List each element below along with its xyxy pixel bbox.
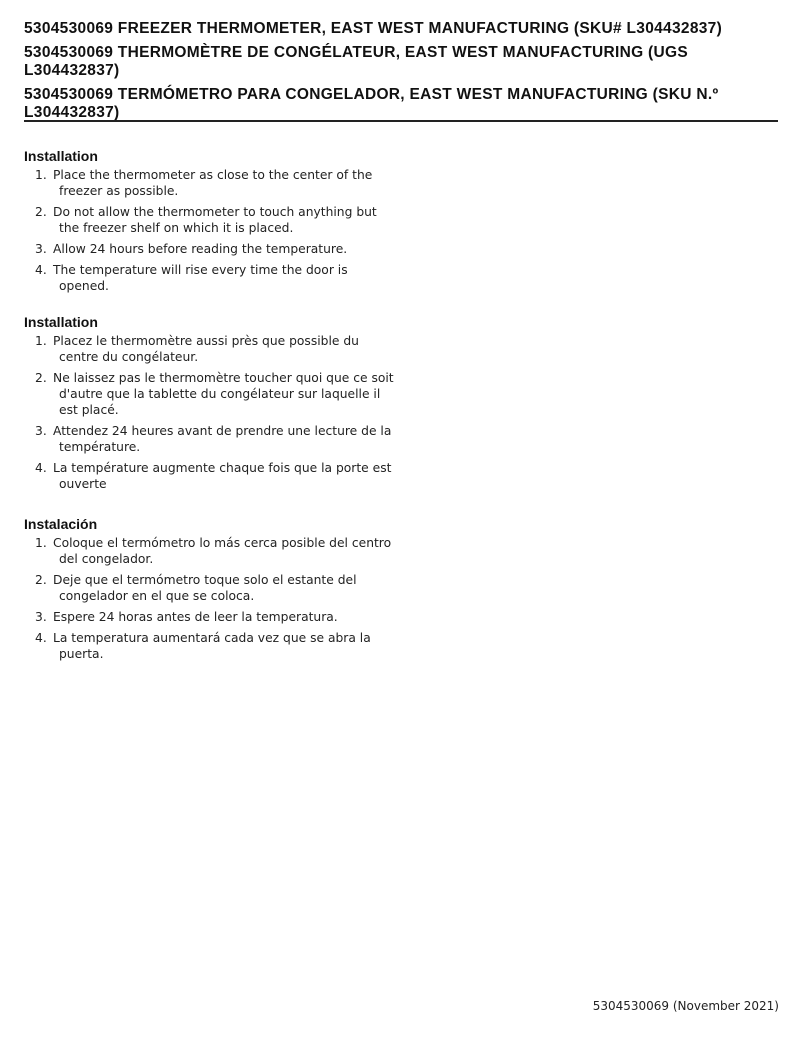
section-heading: Installation: [24, 148, 98, 164]
section-heading: Installation: [24, 314, 98, 330]
list-item-number: 4.: [35, 263, 47, 277]
title-english: 5304530069 FREEZER THERMOMETER, EAST WEST MANUFACTURING (SKU# L304432837): [24, 20, 723, 37]
list-item-text: Coloque el termómetro lo más cerca posible del centro del congelador.: [53, 536, 392, 566]
list-item-number: 3.: [35, 424, 47, 438]
list-item-number: 3.: [35, 610, 47, 624]
section-installation-spanish: [24, 516, 394, 667]
list-item-text: The temperature will rise every time the door is opened.: [53, 263, 348, 293]
list-item: [24, 241, 394, 257]
instruction-list: [24, 333, 394, 492]
list-item-number: 4.: [35, 461, 47, 475]
document-title-block: [24, 20, 780, 122]
list-item-text: Attendez 24 heures avant de prendre une lecture de la température.: [53, 424, 392, 454]
list-item-text: Place the thermometer as close to the center of the freezer as possible.: [53, 168, 373, 198]
list-item-text: Placez le thermomètre aussi près que possible du centre du congélateur.: [53, 334, 359, 364]
list-item: [24, 572, 394, 604]
list-item: [24, 370, 394, 418]
list-item: [24, 262, 394, 294]
list-item: [24, 535, 394, 567]
list-item-text: La température augmente chaque fois que la porte est ouverte: [53, 461, 392, 491]
section-heading: Instalación: [24, 516, 98, 532]
list-item-number: 1.: [35, 334, 47, 348]
list-item-number: 2.: [35, 573, 47, 587]
list-item-text: Do not allow the thermometer to touch anything but the freezer shelf on which it is placed.: [53, 205, 377, 235]
title-french: 5304530069 THERMOMÈTRE DE CONGÉLATEUR, EAST WEST MANUFACTURING (UGS L304432837): [24, 44, 689, 79]
list-item-text: Ne laissez pas le thermomètre toucher quoi que ce soit d'autre que la tablette du congélateur sur laquelle il est placé.: [53, 371, 394, 417]
title-divider: [24, 120, 778, 122]
list-item: [24, 609, 394, 625]
list-item: [24, 204, 394, 236]
list-item: [24, 333, 394, 365]
instruction-list: [24, 167, 394, 294]
list-item-text: Deje que el termómetro toque solo el estante del congelador en el que se coloca.: [53, 573, 357, 603]
list-item: [24, 423, 394, 455]
instruction-list: [24, 535, 394, 662]
section-installation-french: [24, 314, 394, 497]
list-item-text: Espere 24 horas antes de leer la temperatura.: [53, 610, 338, 624]
list-item-number: 4.: [35, 631, 47, 645]
section-installation-english: [24, 148, 394, 299]
list-item: [24, 460, 394, 492]
list-item: [24, 167, 394, 199]
list-item-number: 1.: [35, 168, 47, 182]
list-item-number: 2.: [35, 371, 47, 385]
list-item-text: Allow 24 hours before reading the temperature.: [53, 242, 348, 256]
list-item-number: 3.: [35, 242, 47, 256]
document-footer-reference: 5304530069 (November 2021): [592, 999, 779, 1013]
title-spanish: 5304530069 TERMÓMETRO PARA CONGELADOR, EAST WEST MANUFACTURING (SKU N.º L304432837): [24, 86, 719, 121]
list-item: [24, 630, 394, 662]
list-item-number: 2.: [35, 205, 47, 219]
list-item-number: 1.: [35, 536, 47, 550]
list-item-text: La temperatura aumentará cada vez que se abra la puerta.: [53, 631, 371, 661]
